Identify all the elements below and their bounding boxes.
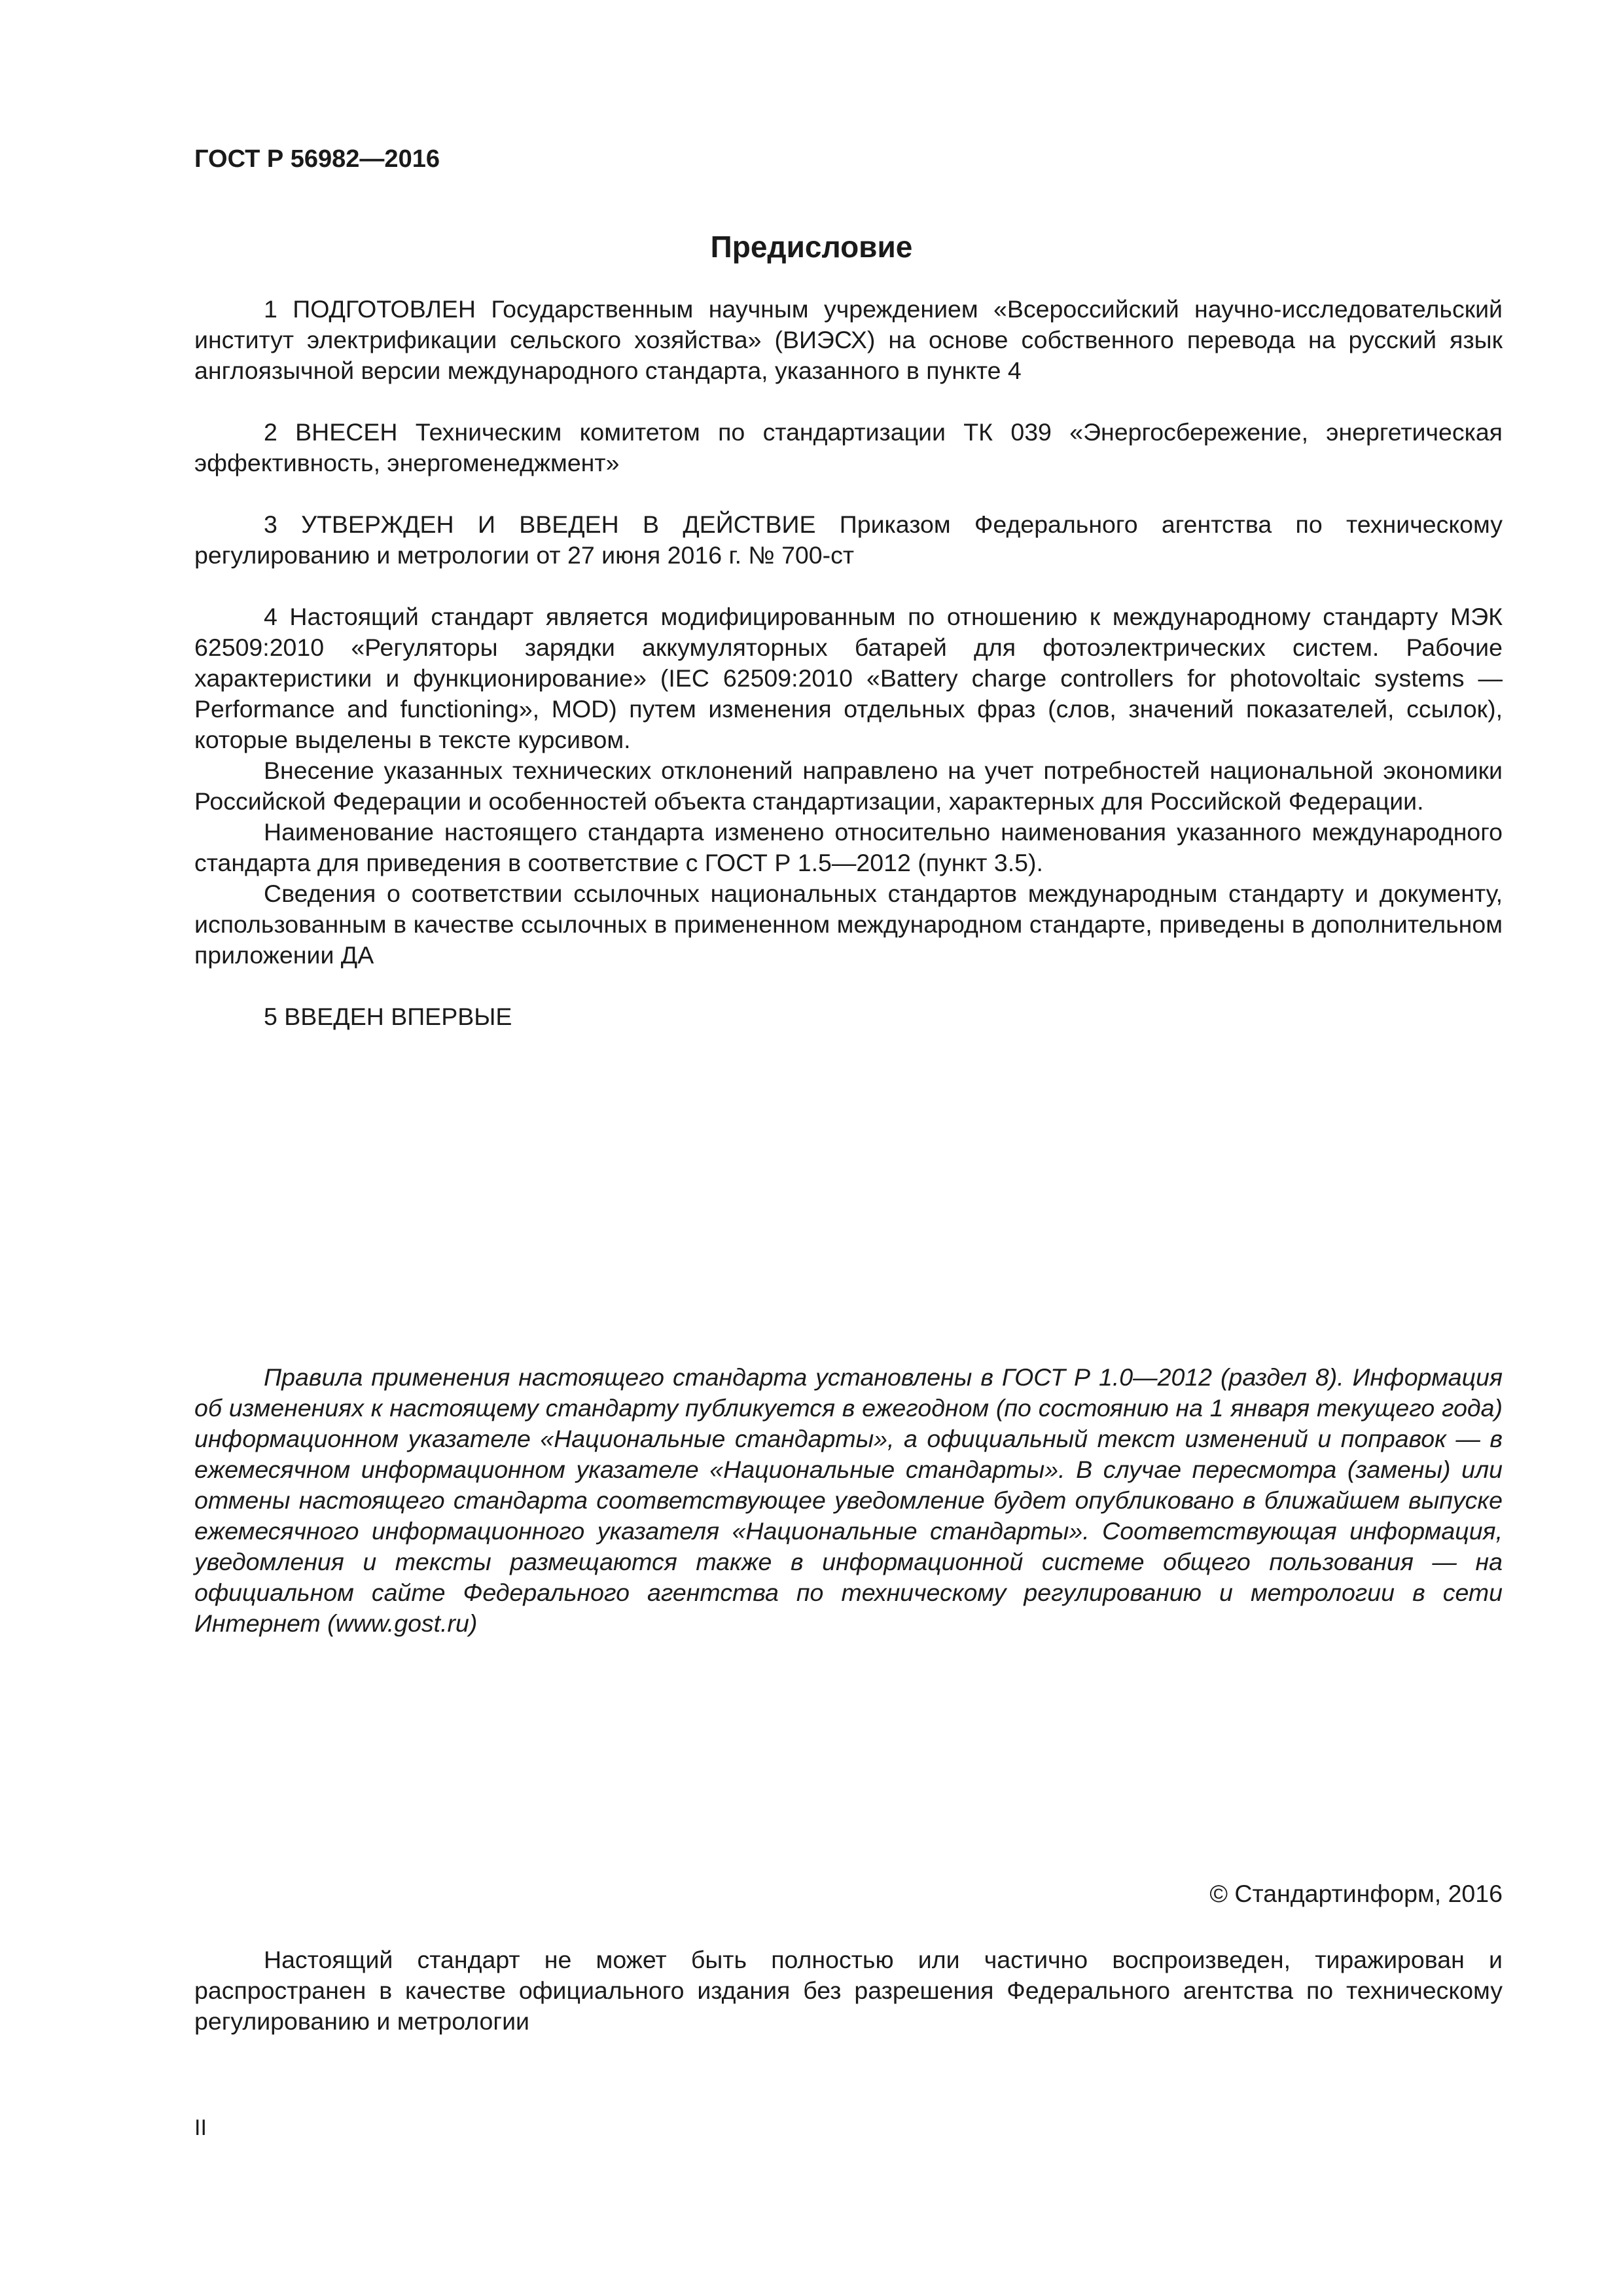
preface-item-4: 4 Настоящий стандарт является модифицированным по отношению к международному стандарту МЭК 62509:2010 «Регуляторы зарядки аккумуляторных батарей для фотоэлектрических систем. Рабочие характеристики и функционирование» (IEC 62509:2010 «Battery charge controllers for photovoltaic systems — Performance and functioning», MOD) путем изменения отдельных фраз (слов, значений показателей, ссылок), которые выделены в тексте курсивом. [194,603,1503,753]
preface-item-2: 2 ВНЕСЕН Техническим комитетом по стандартизации ТК 039 «Энергосбережение, энергетическая эффективность, энергоменеджмент» [194,418,1503,476]
page-number: II [194,2115,207,2140]
usage-rules-block [194,1362,1503,1639]
preface-item-5: 5 ВВЕДЕН ВПЕРВЫЕ [264,1003,512,1030]
preface-item-3: 3 УТВЕРЖДЕН И ВВЕДЕН В ДЕЙСТВИЕ Приказом Федерального агентства по техническому регулированию и метрологии от 27 июня 2016 г. № 700-ст [194,511,1503,569]
usage-rules-text: Правила применения настоящего стандарта установлены в ГОСТ Р 1.0—2012 (раздел 8). Информация об изменениях к настоящему стандарту публикуется в ежегодном (по состоянию на 1 января текущего года) информационном указателе «Национальные стандарты», а официальный текст изменений и поправок — в ежемесячном информационном указателе «Национальные стандарты». В случае пересмотра (замены) или отмены настоящего стандарта соответствующее уведомление будет опубликовано в ближайшем выпуске ежемесячного информационного указателя «Национальные стандарты». Соответствующая информация, уведомления и тексты размещаются также в информационной системе общего пользования — на официальном сайте Федерального агентства по техническому регулированию и метрологии в сети Интернет (www.gost.ru) [194,1363,1503,1637]
reproduction-note-block [194,1945,1503,2037]
page-title: Предисловие [710,230,913,264]
preface-item-4-paragraph: Внесение указанных технических отклонений направлено на учет потребностей национальной экономики Российской Федерации и особенностей объекта стандартизации, характерных для Российской Федерации. [194,757,1503,815]
preface-item-4-paragraph: Наименование настоящего стандарта изменено относительно наименования указанного международного стандарта для приведения в соответствие с ГОСТ Р 1.5—2012 (пункт 3.5). [194,818,1503,876]
preface-list [194,294,1503,1032]
copyright-notice: © Стандартинформ, 2016 [1209,1880,1503,1907]
reproduction-note: Настоящий стандарт не может быть полностью или частично воспроизведен, тиражирован и распространен в качестве официального издания без разрешения Федерального агентства по техническому регулированию и метрологии [194,1946,1503,2035]
preface-item-4-paragraph: Сведения о соответствии ссылочных национальных стандартов международным стандарту и документу, использованным в качестве ссылочных в примененном международном стандарте, приведены в дополнительном приложении ДА [194,880,1503,969]
document-code: ГОСТ Р 56982—2016 [194,145,440,173]
preface-item-1: 1 ПОДГОТОВЛЕН Государственным научным учреждением «Всероссийский научно-исследовательский институт электрификации сельского хозяйства» (ВИЭСХ) на основе собственного перевода на русский язык англоязычной версии международного стандарта, указанного в пункте 4 [194,295,1503,384]
